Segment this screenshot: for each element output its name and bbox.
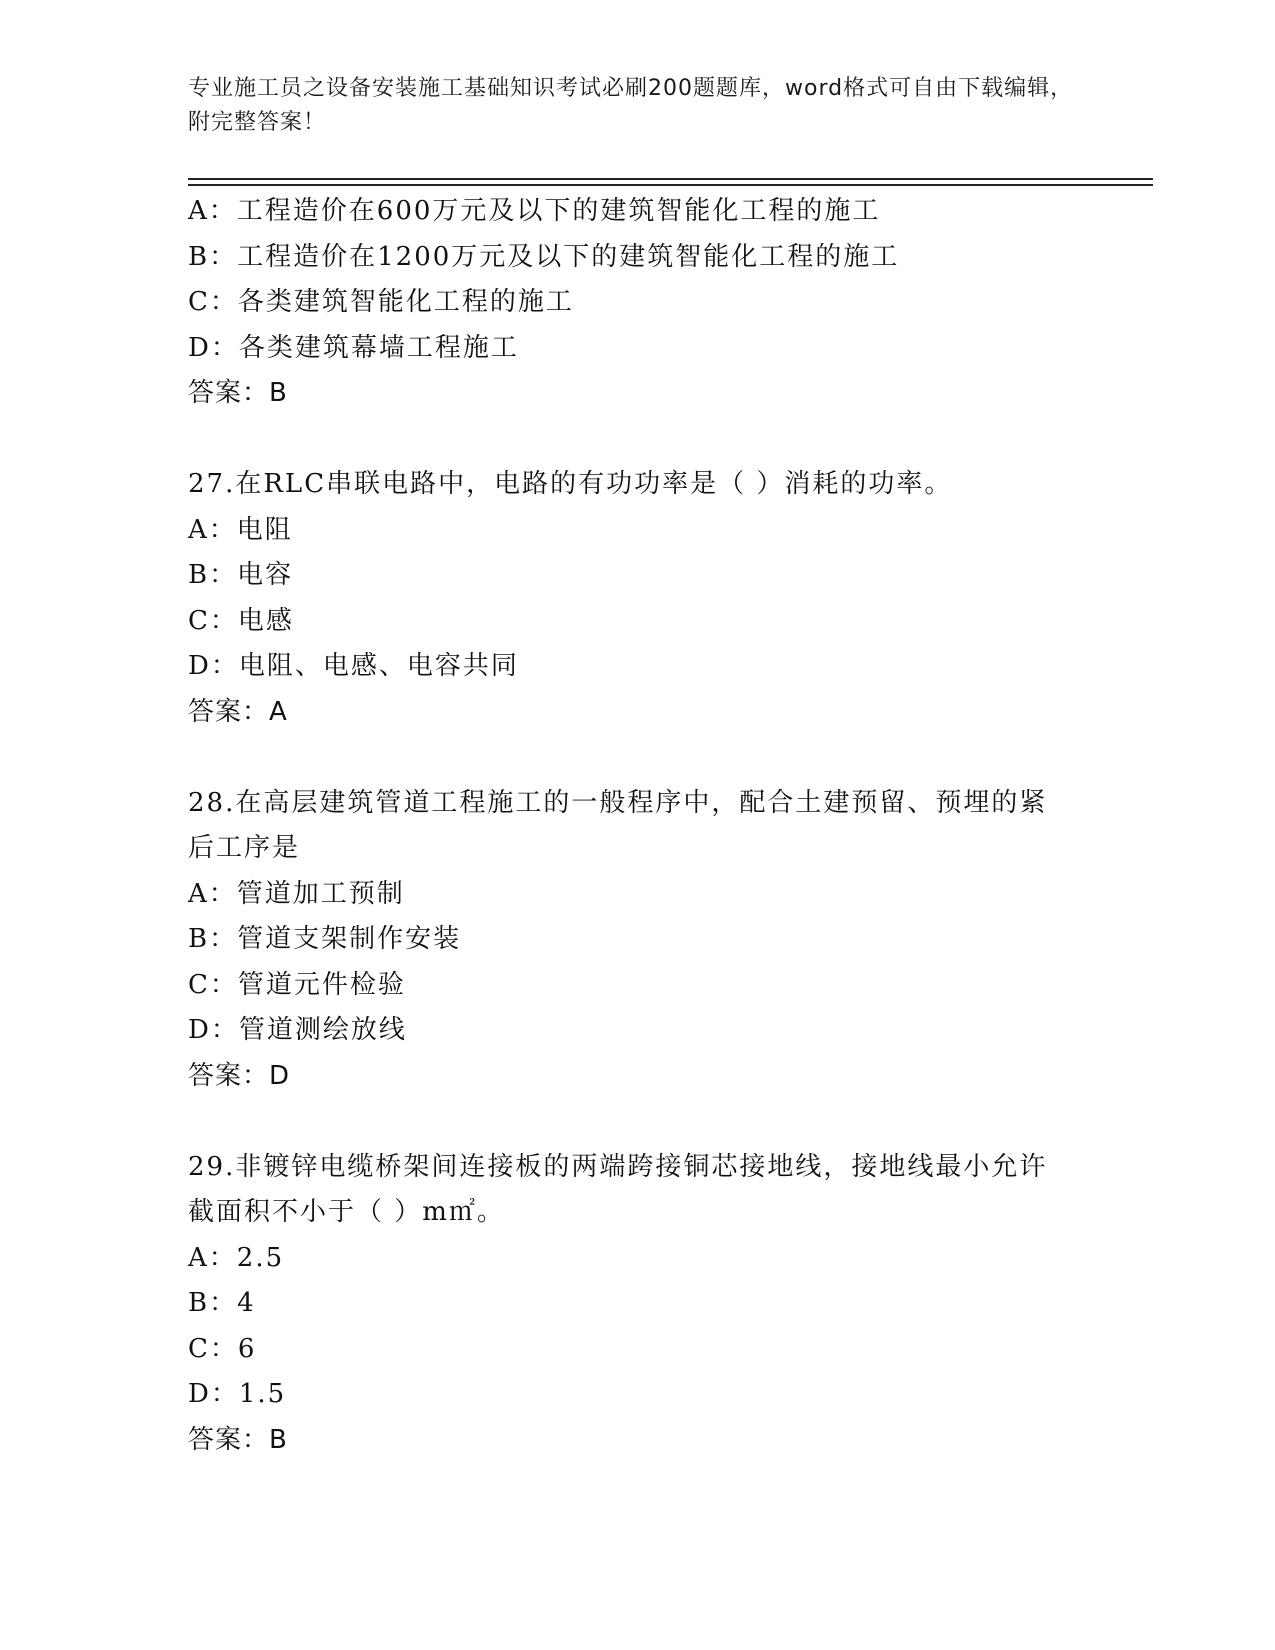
answer-line: 答案：B [188,1424,288,1455]
option-b: B：工程造价在1200万元及以下的建筑智能化工程的施工 [188,241,900,272]
answer-line: 答案：A [188,696,288,727]
option-b: B：4 [188,1288,256,1318]
question-text-line-2: 截面积不小于（ ）m㎡。 [188,1197,505,1227]
question-text: 27.在RLC串联电路中，电路的有功功率是（ ）消耗的功率。 [188,469,953,499]
option-d: D：管道测绘放线 [188,1015,407,1045]
answer-line: 答案：D [188,1060,291,1091]
option-a: A：2.5 [188,1242,285,1273]
question-text-line-1: 29.非镀锌电缆桥架间连接板的两端跨接铜芯接地线，接地线最小允许 [188,1151,1048,1182]
option-d: D：电阻、电感、电容共同 [188,651,519,681]
document-header: 专业施工员之设备安装施工基础知识考试必刷200题题库，word格式可自由下载编辑，附完整答案！ [188,76,1074,135]
question-list [188,189,1088,1463]
option-d: D：各类建筑幕墙工程施工 [188,332,519,363]
spacer [188,1099,1088,1145]
header-divider-bottom [188,184,1153,186]
option-a: A：工程造价在600万元及以下的建筑智能化工程的施工 [188,196,881,226]
question-text-line-1: 28.在高层建筑管道工程施工的一般程序中，配合土建预留、预埋的紧 [188,787,1048,818]
option-c: C：电感 [188,605,294,636]
question-text-line-2: 后工序是 [188,833,301,863]
option-b: B：管道支架制作安装 [188,924,462,954]
option-d: D：1.5 [188,1379,287,1409]
question-29 [188,1145,1088,1464]
option-c: C：6 [188,1333,257,1364]
option-c: C：管道元件检验 [188,969,406,1000]
header-divider-top [188,178,1153,180]
answer-line: 答案：B [188,378,288,408]
option-b: B：电容 [188,560,294,590]
question-26-continued [188,189,1088,417]
spacer [188,417,1088,463]
question-28 [188,781,1088,1100]
option-a: A：管道加工预制 [188,878,405,909]
question-27 [188,462,1088,735]
option-a: A：电阻 [188,514,293,545]
spacer [188,735,1088,781]
option-c: C：各类建筑智能化工程的施工 [188,287,574,317]
